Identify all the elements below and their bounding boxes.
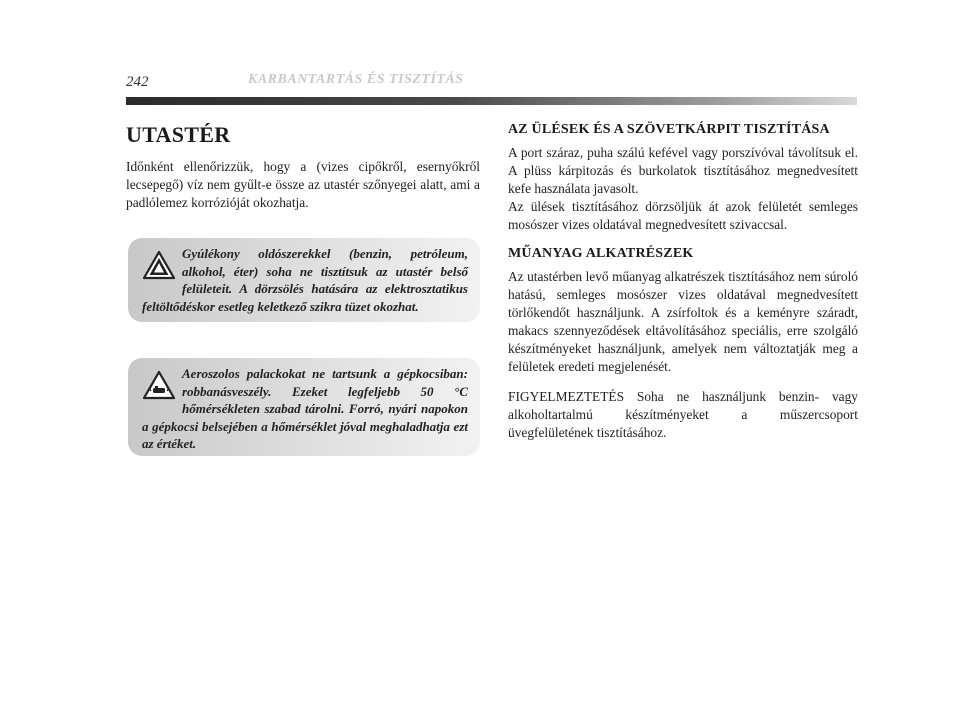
right-column <box>508 122 858 442</box>
seats-paragraph-1: A port száraz, puha szálú kefével vagy porszívóval távolítsuk el. A plüss kárpitozás és burkolatok tisztításához megnedvesített kefe használata javasolt. <box>508 145 858 196</box>
section-plastic-parts <box>508 246 858 376</box>
left-column <box>126 122 480 212</box>
header-rule <box>126 97 857 105</box>
section-title-seats: AZ ÜLÉSEK ÉS A SZÖVETKÁRPIT TISZTÍTÁSA <box>508 122 830 137</box>
section-title-utaster: UTASTÉR <box>126 122 231 147</box>
warning-box-aerosol <box>128 358 480 456</box>
page-number: 242 <box>126 74 149 90</box>
warning-box-flammable <box>128 238 480 322</box>
section-seats-cleaning <box>508 122 858 234</box>
note-paragraph: FIGYELMEZTETÉS Soha ne használjunk benzin- vagy alkoholtartalmú készítményeket a műszercsoport üvegfelületének tisztításához. <box>508 389 858 440</box>
seats-paragraph-2: Az ülések tisztításához dörzsöljük át azok felületét semleges mosószer vizes oldatával megnedvesített szivaccsal. <box>508 199 858 232</box>
intro-paragraph: Időnként ellenőrizzük, hogy a (vizes cipőkről, esernyőkről lecsepegő) víz nem gyűlt-e össze az utastér szőnyegei alatt, ami a padlólemez korrózióját okozhatja. <box>126 159 480 210</box>
warning-text-aerosol: Aeroszolos palackokat ne tartsunk a gépkocsiban: robbanásveszély. Ezeket legfeljebb 50 °C hőmérsékleten szabad tárolni. Forró, nyári napokon a gépkocsi belsejében a hőmérséklet jóval meghaladhatja ezt az értéket. <box>142 366 468 451</box>
section-title-plastic: MŰANYAG ALKATRÉSZEK <box>508 246 694 261</box>
running-title: KARBANTARTÁS ÉS TISZTÍTÁS <box>248 72 464 87</box>
plastic-paragraph-1: Az utastérben levő műanyag alkatrészek tisztításához nem súroló hatású, semleges mosószer vizes oldatával megnedvesített törlőkendőt használjunk. A zsírfoltok és a keményre száradt, makacs szennyeződések eltávolításához speciális, erre szolgáló készítményeket használjunk, amelyek nem változtatják meg a felületek eredeti megjelenését. <box>508 269 858 374</box>
warning-text-flammable: Gyúlékony oldószerekkel (benzin, petróleum, alkohol, éter) soha ne tisztítsuk az utastér belső felületeit. A dörzsölés hatására az elektrosztatikus feltöltődéskor esetleg keletkező szikra tüzet okozhat. <box>142 246 468 314</box>
